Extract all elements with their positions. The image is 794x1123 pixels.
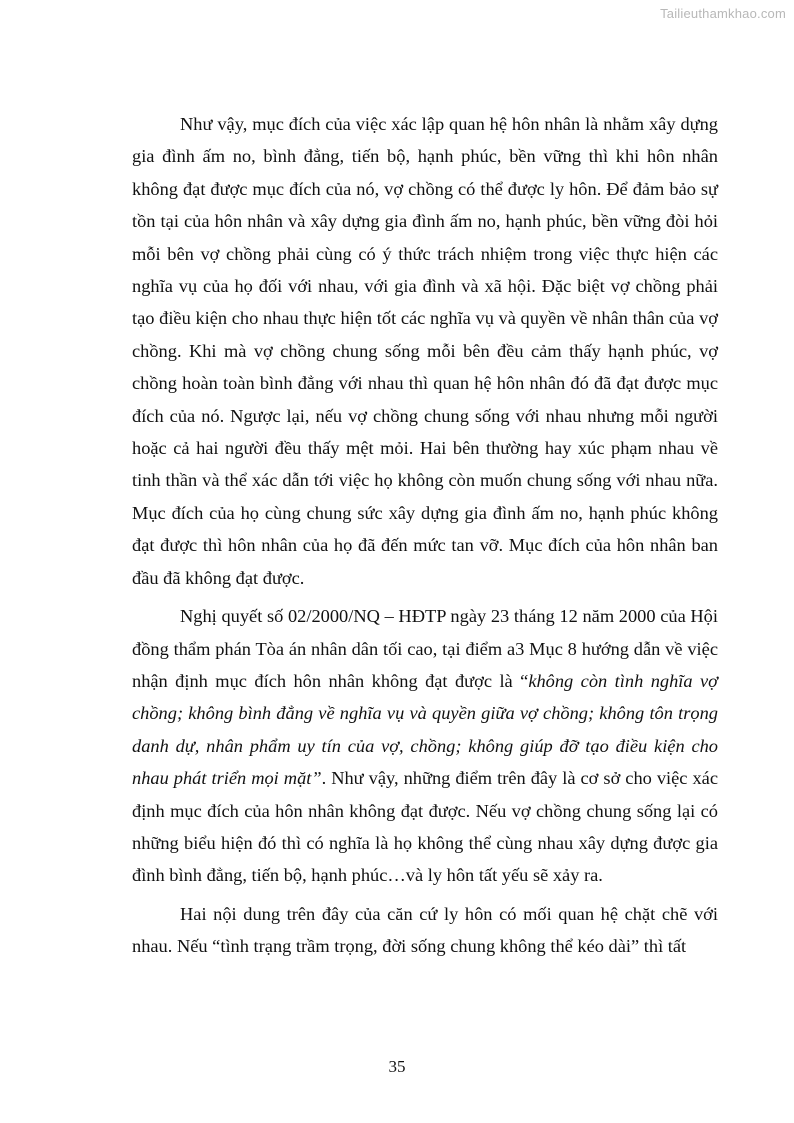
paragraph-2-intro: Nghị quyết số 02/2000/NQ – HĐTP ngày 23 tháng 12 năm 2000 của Hội đồng thẩm phán Tòa án nhân dân tối cao, tại điểm a3 Mục 8 hướng dẫn về việc nhận định mục đích hôn nhân không đạt được là “ [132, 606, 718, 691]
paragraph-2-conclusion: . Như vậy, những điểm trên đây là cơ sở cho việc xác định mục đích của hôn nhân không đạt được. Nếu vợ chồng chung sống lại có những biểu hiện đó thì có nghĩa là họ không thể cùng nhau xây dựng được gia đình bình đẳng, tiến bộ, hạnh phúc…và ly hôn tất yếu sẽ xảy ra. [132, 768, 718, 886]
document-body [132, 108, 718, 963]
paragraph-3: Hai nội dung trên đây của căn cứ ly hôn có mối quan hệ chặt chẽ với nhau. Nếu “tình trạng trầm trọng, đời sống chung không thể kéo dài” thì tất [132, 903, 718, 957]
paragraph-2-quote: không còn tình nghĩa vợ chồng; không bình đẳng về nghĩa vụ và quyền giữa vợ chồng; không tôn trọng danh dự, nhân phẩm uy tín của vợ, chồng; không giúp đỡ tạo điều kiện cho nhau phát triển mọi mặt” [132, 670, 718, 789]
paragraph-2 [132, 600, 718, 892]
page-number: 35 [388, 1057, 406, 1076]
paragraph-1: Như vậy, mục đích của việc xác lập quan hệ hôn nhân là nhằm xây dựng gia đình ấm no, bình đẳng, tiến bộ, hạnh phúc, bền vững thì khi hôn nhân không đạt được mục đích của nó, vợ chồng có thể được ly hôn. Để đảm bảo sự tồn tại của hôn nhân và xây dựng gia đình ấm no, hạnh phúc, bền vững đòi hỏi mỗi bên vợ chồng phải cùng có ý thức trách nhiệm trong việc thực hiện các nghĩa vụ của họ đối với nhau, với gia đình và xã hội. Đặc biệt vợ chồng phải tạo điều kiện cho nhau thực hiện tốt các nghĩa vụ và quyền về nhân thân của vợ chồng. Khi mà vợ chồng chung sống mỗi bên đều cảm thấy hạnh phúc, vợ chồng hoàn toàn bình đẳng với nhau thì quan hệ hôn nhân đó đã đạt được mục đích của nó. Ngược lại, nếu vợ chồng chung sống với nhau nhưng mỗi người hoặc cả hai người đều thấy mệt mỏi. Hai bên thường hay xúc phạm nhau về tinh thần và thể xác dẫn tới việc họ không còn muốn chung sống với nhau nữa. Mục đích của họ cùng chung sức xây dựng gia đình ấm no, hạnh phúc không đạt được thì hôn nhân của họ đã đến mức tan vỡ. Mục đích của hôn nhân ban đầu đã không đạt được. [132, 114, 718, 588]
watermark: Tailieuthamkhao.com [660, 6, 786, 21]
